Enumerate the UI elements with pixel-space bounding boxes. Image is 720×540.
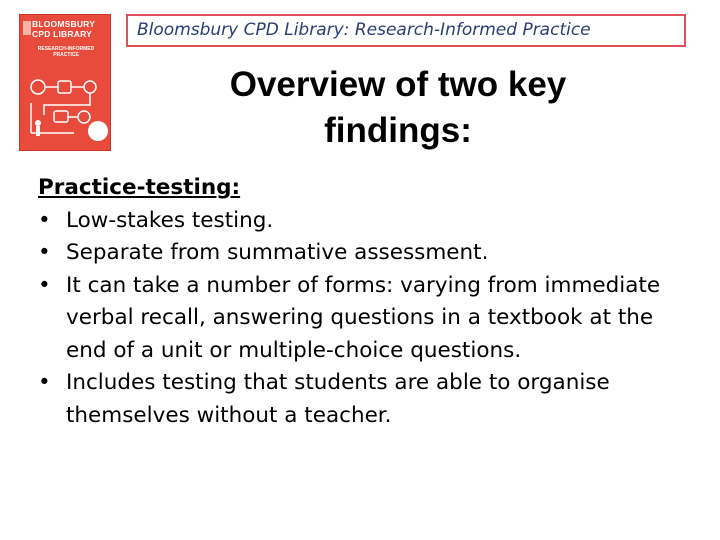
slide-title: Overview of two key findings: xyxy=(229,65,567,150)
list-item xyxy=(38,270,698,368)
list-item xyxy=(38,237,698,270)
list-item xyxy=(38,205,698,238)
bullet-icon: • xyxy=(38,240,51,265)
bullet-icon: • xyxy=(38,272,51,298)
series-banner: Bloomsbury CPD Library: Research-Informed Practice xyxy=(126,14,686,47)
publisher-logo xyxy=(23,21,31,35)
bullet-icon: • xyxy=(38,207,51,233)
book-cover-brand xyxy=(32,19,110,39)
list-item xyxy=(38,367,698,432)
bullet-text: Low-stakes testing. xyxy=(66,207,274,233)
book-cover xyxy=(19,14,111,151)
bullet-text: Includes testing that students are able to organise themselves without a teacher. xyxy=(66,370,610,428)
slide-content xyxy=(38,172,698,432)
bullet-text: Separate from summative assessment. xyxy=(66,240,489,265)
book-cover-subtitle: RESEARCH-INFORMED PRACTICE xyxy=(37,46,95,58)
bullet-icon: • xyxy=(38,370,51,395)
book-cover-badge xyxy=(88,121,108,141)
bullet-text: It can take a number of forms: varying from immediate verbal recall, answering questions in a textbook at the end of a unit or multiple-choice questions. xyxy=(66,272,661,363)
book-cover-brand-line1: BLOOMSBURY xyxy=(32,19,96,29)
bullet-list xyxy=(38,205,698,433)
section-heading: Practice-testing: xyxy=(38,175,241,200)
book-cover-brand-line2: CPD LIBRARY xyxy=(32,29,92,39)
